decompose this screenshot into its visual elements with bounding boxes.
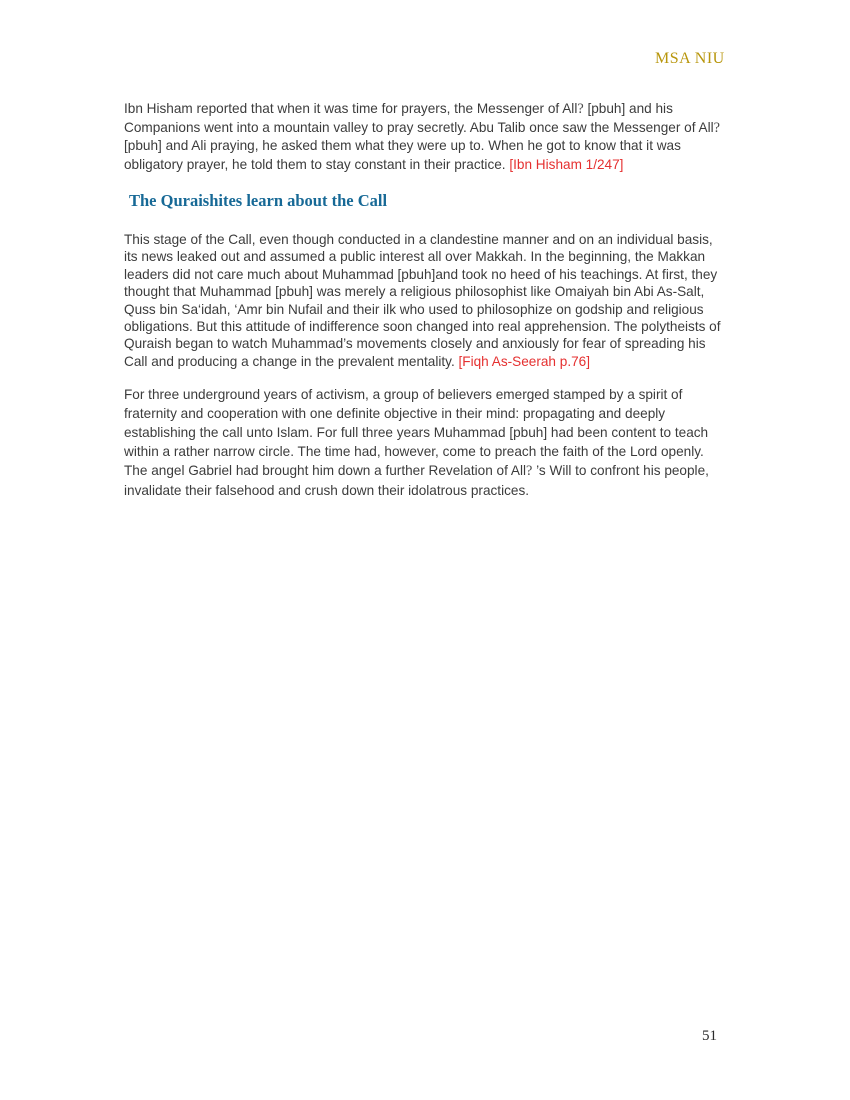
body-text: Ibn Hisham reported that when it was time for prayers, the Messenger of All: [124, 101, 578, 116]
body-text: ’s Will to confront his people, invalidate their falsehood and crush down their idolatrous practices.: [124, 463, 713, 499]
citation-ibn-hisham: [Ibn Hisham 1/247]: [509, 156, 624, 172]
citation-fiqh-as-seerah: [Fiqh As-Seerah p.76]: [458, 353, 590, 369]
paragraph-ibn-hisham: [124, 100, 730, 174]
body-text: This stage of the Call, even though conducted in a clandestine manner and on an individual basis, its news leaked out and assumed a public interest all over Makkah. In the beginning, the Makkan leaders did not care much about Muhammad [pbuh]and took no heed of his teachings. At first, they thought that Muhammad [pbuh] was merely a religious philosophist like Omaiyah bin Abi As-Salt, Quss bin Sa‘idah, ‘Amr bin Nufail and their ilk who used to philosophize on godship and religious obligations. But this attitude of indifference soon changed into real apprehension. The polytheists of Quraish began to watch Muhammad’s movements closely and anxiously for fear of spreading his Call and producing a change in the prevalent mentality.: [124, 232, 725, 369]
brand-header: MSA NIU: [655, 50, 725, 67]
body-text: [pbuh] and Ali praying, he asked them what they were up to. When he got to know that it was obligatory prayer, he told them to stay constant in their practice.: [124, 119, 728, 172]
page-content: [124, 100, 730, 500]
allah-fallback-glyph: ?: [577, 101, 584, 117]
body-text: [pbuh] and his Companions went into a mountain valley to pray secretly. Abu Talib once saw the Messenger of All: [124, 101, 714, 135]
body-text: For three underground years of activism, a group of believers emerged stamped by a spirit of fraternity and cooperation with one definite objective in their mind: propagating and deeply establishing the call unto Islam. For full three years Muhammad [pbuh] had been content to teach within a rather narrow circle. The time had, however, come to preach the faith of the Lord openly. The angel Gabriel had brought him down a further Revelation of All: [124, 387, 712, 479]
allah-fallback-glyph: ?: [526, 463, 533, 480]
page-number: 51: [702, 1028, 717, 1044]
paragraph-stage-of-call: [124, 231, 730, 370]
allah-fallback-glyph: ?: [713, 119, 720, 136]
paragraph-three-years: [124, 385, 730, 500]
section-heading-quraishites: The Quraishites learn about the Call: [129, 191, 388, 210]
